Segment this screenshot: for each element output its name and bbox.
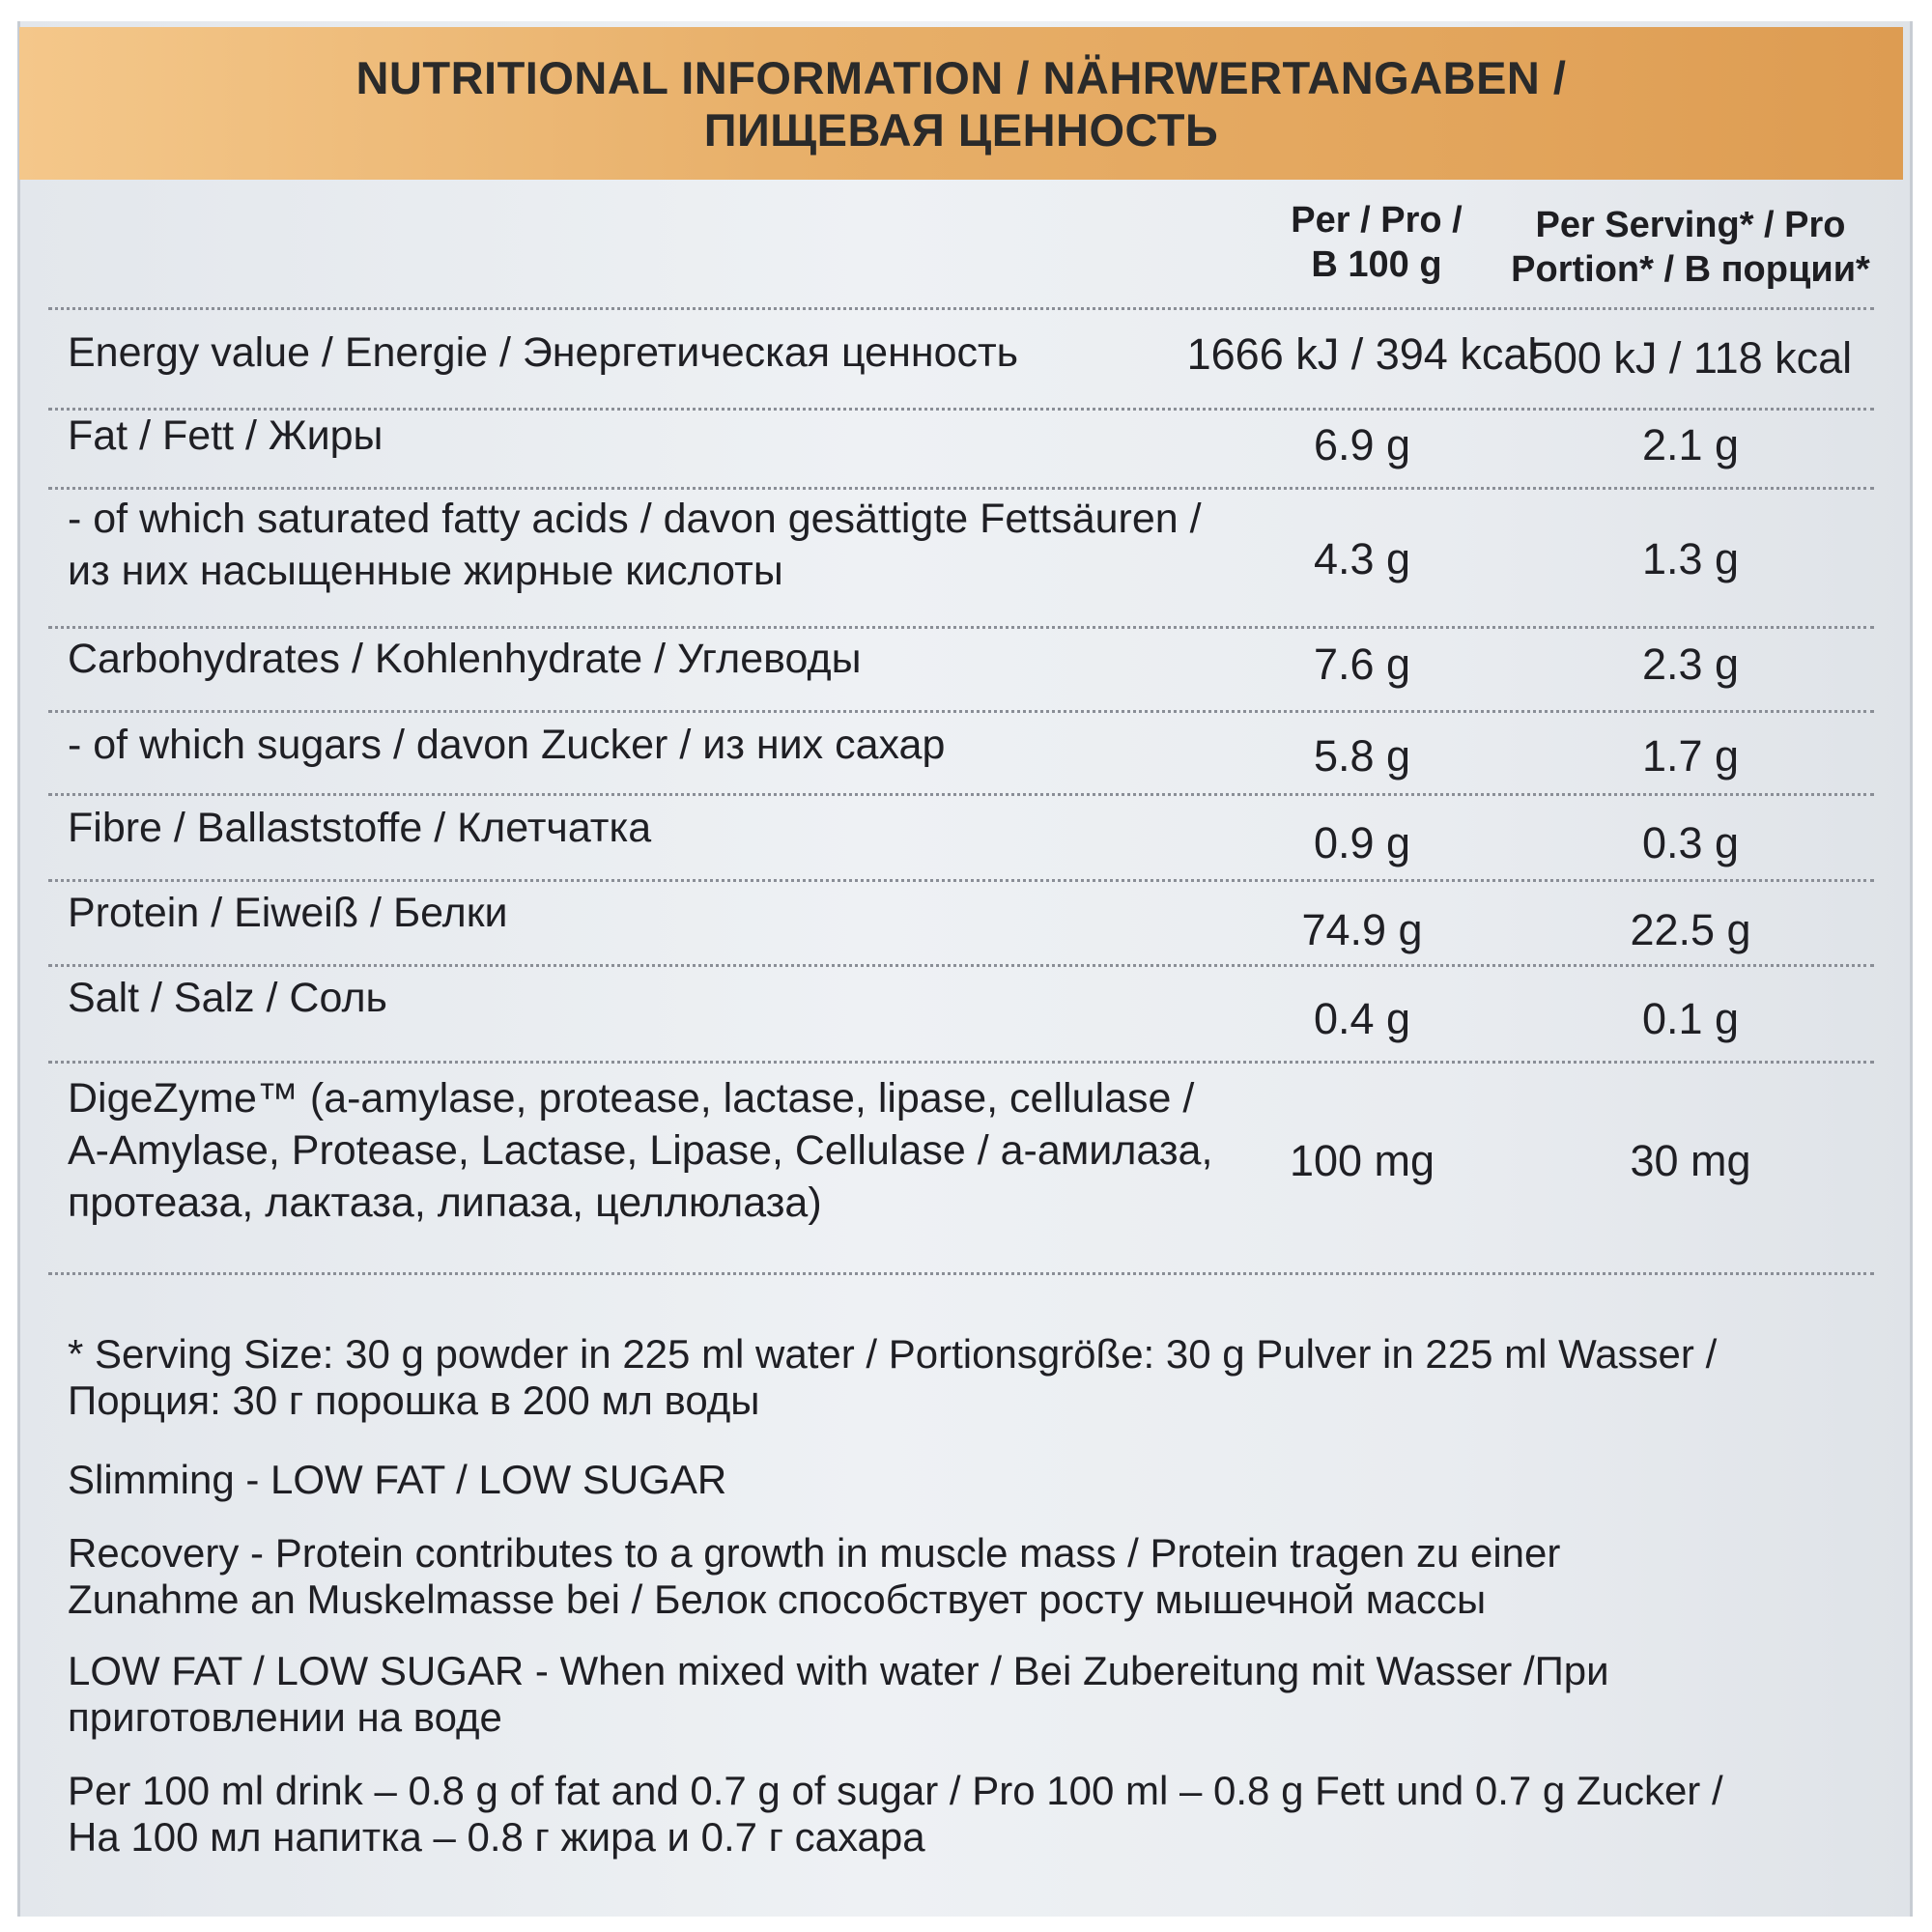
nutrient-label-fibre: Fibre / Ballaststoffe / Клетчатка	[68, 805, 652, 851]
nutrient-label-fat: Fat / Fett / Жиры	[68, 412, 384, 459]
column-header-per-100g-line-1: Per / Pro /	[1291, 200, 1463, 241]
footnote-per-100ml-line-1: Per 100 ml drink – 0.8 g of fat and 0.7 g of sugar / Pro 100 ml – 0.8 g Fett und 0.7 g Zucker /	[68, 1768, 1723, 1813]
nutrient-value-saturated-fat-per-100g: 4.3 g	[1313, 534, 1411, 583]
nutrient-value-energy-per-serving: 500 kJ / 118 kcal	[1528, 333, 1853, 383]
nutrient-label-digezyme-line-2: A-Amylase, Protease, Lactase, Lipase, Cellulase / a-амилаза,	[68, 1127, 1213, 1174]
table-divider	[48, 1272, 1874, 1275]
footnote-low-fat	[68, 1648, 1874, 1741]
nutrient-label-salt: Salt / Salz / Соль	[68, 975, 387, 1021]
footnote-serving-size-line-1: * Serving Size: 30 g powder in 225 ml water / Portionsgröße: 30 g Pulver in 225 ml Wasser /	[68, 1331, 1718, 1377]
nutrient-value-digezyme-per-100g: 100 mg	[1289, 1136, 1435, 1185]
table-divider	[48, 964, 1874, 967]
footnote-slimming	[68, 1457, 1874, 1503]
nutrient-value-sugars-per-serving: 1.7 g	[1641, 731, 1740, 781]
header-title-line-1: NUTRITIONAL INFORMATION / NÄHRWERTANGABEN /	[355, 52, 1567, 103]
nutrient-label-saturated-fat	[68, 493, 1246, 597]
column-header-per-serving-line-2: Portion* / В порции*	[1511, 249, 1870, 290]
nutrient-value-fibre-per-serving: 0.3 g	[1641, 818, 1740, 867]
nutrient-label-digezyme-line-3: протеаза, лактаза, липаза, целлюлаза)	[68, 1179, 822, 1226]
nutrient-label-protein: Protein / Eiweiß / Белки	[68, 890, 508, 936]
table-divider	[48, 307, 1874, 310]
nutrient-value-sugars-per-100g: 5.8 g	[1313, 731, 1411, 781]
nutrient-value-carbohydrates-per-serving: 2.3 g	[1641, 639, 1740, 689]
table-divider	[48, 793, 1874, 796]
column-header-per-100g-line-2: В 100 g	[1311, 244, 1442, 285]
footnote-serving-size	[68, 1331, 1874, 1424]
footnote-slimming-line-1: Slimming - LOW FAT / LOW SUGAR	[68, 1457, 727, 1502]
nutrient-value-protein-per-serving: 22.5 g	[1630, 905, 1751, 954]
footnote-serving-size-line-2: Порция: 30 г порошка в 200 мл воды	[68, 1378, 760, 1423]
footnote-recovery-line-1: Recovery - Protein contributes to a growth in muscle mass / Protein tragen zu einer	[68, 1530, 1561, 1576]
nutrient-label-digezyme-line-1: DigeZyme™ (a-amylase, protease, lactase, lipase, cellulase /	[68, 1075, 1195, 1122]
nutrient-value-fibre-per-100g: 0.9 g	[1313, 818, 1411, 867]
table-divider	[48, 710, 1874, 713]
nutrient-label-energy: Energy value / Energie / Энергетическая ценность	[68, 329, 1019, 376]
column-header-per-serving-line-1: Per Serving* / Pro	[1535, 205, 1846, 245]
footnote-low-fat-line-2: приготовлении на воде	[68, 1694, 502, 1740]
nutrient-value-digezyme-per-serving: 30 mg	[1630, 1136, 1751, 1185]
nutrient-label-saturated-fat-line-1: - of which saturated fatty acids / davon gesättigte Fettsäuren /	[68, 496, 1202, 542]
footnote-recovery-line-2: Zunahme an Muskelmasse bei / Белок способствует росту мышечной массы	[68, 1577, 1487, 1622]
nutrient-value-salt-per-serving: 0.1 g	[1641, 994, 1740, 1043]
column-header-per-serving	[1488, 203, 1893, 292]
footnote-per-100ml	[68, 1768, 1874, 1861]
table-divider	[48, 879, 1874, 882]
nutrition-label-panel	[17, 21, 1913, 1917]
footnote-low-fat-line-1: LOW FAT / LOW SUGAR - When mixed with water / Bei Zubereitung mit Wasser /При	[68, 1648, 1609, 1693]
footnote-per-100ml-line-2: На 100 мл напитка – 0.8 г жира и 0.7 г сахара	[68, 1814, 925, 1860]
nutrient-value-fat-per-serving: 2.1 g	[1641, 420, 1740, 469]
nutrient-label-digezyme	[68, 1072, 1246, 1229]
nutrient-value-salt-per-100g: 0.4 g	[1313, 994, 1411, 1043]
nutrient-value-saturated-fat-per-serving: 1.3 g	[1641, 534, 1740, 583]
nutrient-label-sugars: - of which sugars / davon Zucker / из них сахар	[68, 722, 946, 768]
header-title-line-2: ПИЩЕВАЯ ЦЕННОСТЬ	[703, 104, 1219, 156]
table-divider	[48, 487, 1874, 490]
nutrient-label-carbohydrates: Carbohydrates / Kohlenhydrate / Углеводы	[68, 636, 862, 682]
nutrition-header	[19, 27, 1903, 180]
nutrient-value-energy-per-100g: 1666 kJ / 394 kcal	[1186, 329, 1538, 379]
nutrient-value-carbohydrates-per-100g: 7.6 g	[1313, 639, 1411, 689]
nutrient-value-fat-per-100g: 6.9 g	[1313, 420, 1411, 469]
nutrient-label-saturated-fat-line-2: из них насыщенные жирные кислоты	[68, 548, 783, 594]
nutrient-value-protein-per-100g: 74.9 g	[1301, 905, 1423, 954]
footnote-recovery	[68, 1530, 1874, 1623]
table-divider	[48, 1061, 1874, 1064]
table-divider	[48, 626, 1874, 629]
